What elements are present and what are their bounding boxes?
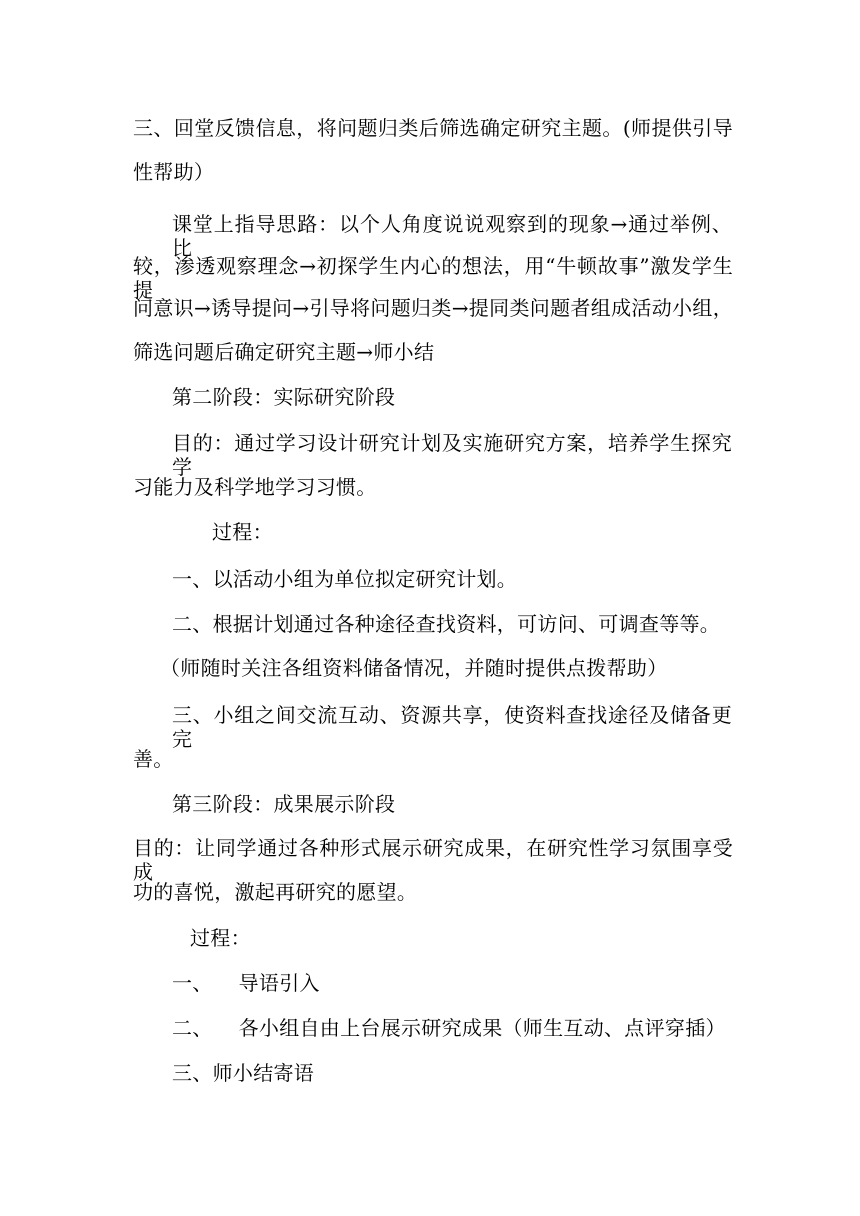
list-item <box>172 971 320 995</box>
paragraph-line: 善。 <box>133 747 174 771</box>
list-item-number: 一、 <box>172 971 213 995</box>
list-item: 二、根据计划通过各种途径查找资料，可访问、可调查等等。 <box>172 612 721 636</box>
process-label: 过程： <box>190 926 251 950</box>
list-item-text: 各小组自由上台展示研究成果（师生互动、点评穿插） <box>238 1016 726 1040</box>
paragraph-line: 筛选问题后确定研究主题→师小结 <box>133 340 435 364</box>
list-item: 一、以活动小组为单位拟定研究计划。 <box>172 567 518 591</box>
paragraph-line: 课堂上指导思路：以个人角度说说观察到的现象→通过举例、比 <box>172 212 732 260</box>
paragraph-line: 功的喜悦，激起再研究的愿望。 <box>133 880 418 904</box>
paragraph-line: 三、回堂反馈信息，将问题归类后筛选确定研究主题。(师提供引导 <box>133 116 733 140</box>
list-item-number: 二、 <box>172 1016 213 1040</box>
paragraph-line: 问意识→诱导提问→引导将问题归类→提同类问题者组成活动小组， <box>133 296 733 320</box>
list-item: 三、师小结寄语 <box>172 1061 315 1085</box>
paragraph-line: 目的：通过学习设计研究计划及实施研究方案，培养学生探究学 <box>172 431 732 479</box>
process-label: 过程： <box>212 520 273 544</box>
paragraph-line: 目的：让同学通过各种形式展示研究成果，在研究性学习氛围享受成 <box>133 836 733 884</box>
list-item <box>172 1016 726 1040</box>
paragraph-line: 性帮助） <box>133 160 215 184</box>
list-item-text: 导语引入 <box>238 971 320 995</box>
note-line: （师随时关注各组资料储备情况，并随时提供点拨帮助） <box>160 656 668 680</box>
paragraph-line: 习能力及科学地学习习惯。 <box>133 475 377 499</box>
paragraph-line: 较，渗透观察理念→初探学生内心的想法，用“牛顿故事”激发学生提 <box>133 254 733 302</box>
list-item: 三、小组之间交流互动、资源共享，使资料查找途径及储备更完 <box>172 703 732 751</box>
section-heading: 第二阶段：实际研究阶段 <box>172 385 396 409</box>
section-heading: 第三阶段：成果展示阶段 <box>172 792 396 816</box>
